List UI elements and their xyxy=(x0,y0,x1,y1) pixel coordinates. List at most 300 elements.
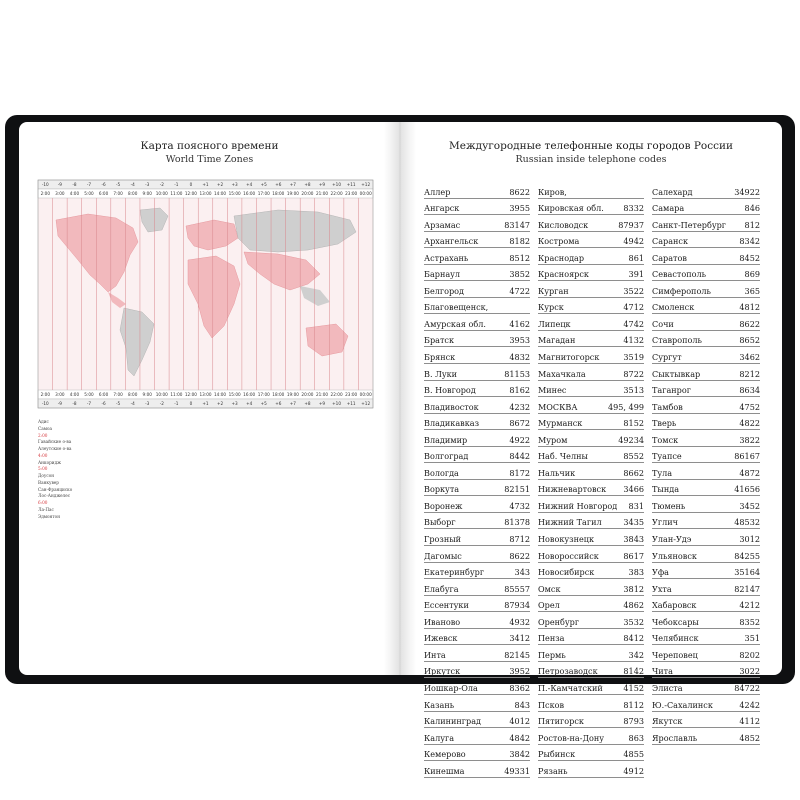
phone-code: 8652 xyxy=(739,335,760,346)
city-name: Дагомыс xyxy=(424,550,462,561)
phone-code: 87937 xyxy=(618,219,644,230)
phone-code: 4712 xyxy=(623,302,644,313)
phone-code-row xyxy=(652,579,760,596)
phone-code: 4152 xyxy=(623,682,644,693)
zone-time-label: 16:00 xyxy=(243,392,256,398)
zone-offset-label: +2 xyxy=(216,182,224,188)
zone-offset-label: +1 xyxy=(202,182,209,188)
zone-time-label: 13:00 xyxy=(199,191,212,197)
phone-code-row xyxy=(652,596,760,613)
city-name: Кемерово xyxy=(424,749,466,760)
phone-code: 391 xyxy=(628,269,644,280)
phone-code-row xyxy=(424,496,530,513)
phone-code-row xyxy=(424,678,530,695)
city-name: МОСКВА xyxy=(538,401,578,412)
city-name: Елабуга xyxy=(424,583,459,594)
phone-code: 8342 xyxy=(739,236,760,247)
phone-code: 8512 xyxy=(509,252,530,263)
city-name: Ростов-на-Дону xyxy=(538,732,605,743)
city-name: Красноярск xyxy=(538,269,589,280)
phone-code: 8672 xyxy=(509,418,530,429)
phone-code-row xyxy=(652,314,760,331)
phone-code: 41656 xyxy=(734,484,760,495)
phone-code: 4912 xyxy=(623,765,644,776)
phone-code-row xyxy=(652,447,760,464)
city-name: Омск xyxy=(538,583,561,594)
city-name: Инта xyxy=(424,649,446,660)
zone-offset-label: +6 xyxy=(275,182,282,188)
phone-code: 81153 xyxy=(504,368,530,379)
city-name: Орел xyxy=(538,600,560,611)
phone-code: 84722 xyxy=(734,682,760,693)
phone-code-row xyxy=(538,480,644,497)
zone-offset-label: +11 xyxy=(346,182,356,188)
right-page xyxy=(400,122,782,776)
city-name: Минес xyxy=(538,385,567,396)
city-name: Липецк xyxy=(538,318,571,329)
city-name: Якутск xyxy=(652,716,683,727)
city-name: Воронеж xyxy=(424,500,463,511)
zone-time-label: 11:00 xyxy=(170,191,183,197)
city-name: Муром xyxy=(538,434,568,445)
phone-code: 4822 xyxy=(739,418,760,429)
phone-code: 8442 xyxy=(509,451,530,462)
city-name: Сургут xyxy=(652,352,682,363)
city-name: Белгород xyxy=(424,285,465,296)
phone-code-row xyxy=(424,629,530,646)
phone-code-row xyxy=(652,662,760,679)
phone-code-row xyxy=(538,695,644,712)
zone-offset-label: +9 xyxy=(318,401,326,407)
zone-offset-label: -4 xyxy=(130,182,135,188)
city-name: Рыбинск xyxy=(538,749,576,760)
phone-code-row xyxy=(652,496,760,513)
zone-offset-label: +12 xyxy=(361,401,371,407)
city-name: Махачкала xyxy=(538,368,586,379)
phone-code: 8622 xyxy=(509,186,530,197)
phone-code: 49234 xyxy=(618,434,644,445)
phone-code-row xyxy=(538,215,644,232)
phone-code: 4732 xyxy=(509,500,530,511)
phone-code-column-1 xyxy=(424,182,530,778)
zone-time-label: 15:00 xyxy=(228,191,241,197)
phone-code: 8202 xyxy=(739,649,760,660)
city-name: Тында xyxy=(652,484,680,495)
city-name: Хабаровск xyxy=(652,600,697,611)
city-name: Оренбург xyxy=(538,616,580,627)
city-name: Нальчик xyxy=(538,467,576,478)
city-name: Улан-Удэ xyxy=(652,534,692,545)
phone-code: 8142 xyxy=(623,666,644,677)
phone-code: 8634 xyxy=(739,385,760,396)
phone-codes-title-ru: Междугородные телефонные коды городов России xyxy=(449,140,733,152)
phone-code-row xyxy=(424,579,530,596)
zone-time-label: 5:00 xyxy=(84,392,94,398)
zone-time-label: 19:00 xyxy=(286,191,299,197)
phone-code-row xyxy=(424,414,530,431)
city-name: Тюмень xyxy=(652,500,686,511)
zone-time-label: 8:00 xyxy=(127,392,138,398)
zone-time-label: 11:00 xyxy=(170,392,183,398)
city-entry: Эдмонтон xyxy=(38,513,60,519)
phone-code-row xyxy=(538,347,644,364)
zone-offset-label: -7 xyxy=(86,182,92,188)
phone-code: 8622 xyxy=(509,550,530,561)
phone-code-row xyxy=(538,314,644,331)
phone-code: 8362 xyxy=(509,682,530,693)
phone-code: 83147 xyxy=(504,219,530,230)
zone-offset-label: +12 xyxy=(361,182,371,188)
phone-code: 342 xyxy=(628,649,644,660)
phone-code: 8722 xyxy=(623,368,644,379)
phone-code: 8162 xyxy=(509,385,530,396)
phone-code-row xyxy=(538,281,644,298)
city-name: Киров, xyxy=(538,186,567,197)
city-name: Ессентуки xyxy=(424,600,469,611)
city-entry: Ла-Пас xyxy=(38,506,54,512)
phone-code-row xyxy=(652,712,760,729)
city-name: Ярославль xyxy=(652,732,698,743)
phone-code: 8712 xyxy=(509,534,530,545)
phone-code: 4922 xyxy=(509,434,530,445)
zone-time-label: 20:00 xyxy=(301,191,314,197)
phone-code: 4752 xyxy=(739,401,760,412)
zone-time-label: 13:00 xyxy=(199,392,212,398)
phone-code-row xyxy=(538,182,644,199)
zone-time-label: 19:00 xyxy=(286,392,299,398)
phone-code: 3452 xyxy=(739,500,760,511)
zone-offset-label: -5 xyxy=(116,182,121,188)
city-entry: 5:00 xyxy=(38,466,48,472)
phone-code-row xyxy=(652,199,760,216)
city-name: Владикавказ xyxy=(424,418,480,429)
zone-offset-label: -6 xyxy=(101,182,106,188)
city-entry: 2:00 xyxy=(38,432,48,438)
city-name: В. Новгород xyxy=(424,385,476,396)
city-name: Кострома xyxy=(538,236,580,247)
phone-code-column-3 xyxy=(652,182,760,745)
city-name: Мурманск xyxy=(538,418,583,429)
phone-code-row xyxy=(424,745,530,762)
phone-code-row xyxy=(424,331,530,348)
zone-offset-label: -3 xyxy=(145,401,150,407)
zone-time-label: 21:00 xyxy=(315,392,329,398)
phone-code-row xyxy=(652,695,760,712)
zone-offset-label: -5 xyxy=(116,401,121,407)
phone-code: 4862 xyxy=(623,600,644,611)
zone-time-label: 2:00 xyxy=(40,191,50,197)
city-name: Владивосток xyxy=(424,401,479,412)
phone-code: 8622 xyxy=(739,318,760,329)
phone-code-row xyxy=(538,199,644,216)
city-name: Челябинск xyxy=(652,633,699,644)
zone-time-label: 4:00 xyxy=(69,191,80,197)
phone-code: 3843 xyxy=(623,534,644,545)
city-name: Воркута xyxy=(424,484,460,495)
city-name: П.-Камчатский xyxy=(538,682,603,693)
phone-code: 4855 xyxy=(623,749,644,760)
city-name: Смоленск xyxy=(652,302,695,313)
city-name: Нижневартовск xyxy=(538,484,607,495)
city-name: Наб. Челны xyxy=(538,451,588,462)
city-name: В. Луки xyxy=(424,368,458,379)
phone-code: 3842 xyxy=(509,749,530,760)
phone-code-row xyxy=(538,513,644,530)
city-entry: Гавайские о-ва xyxy=(38,439,72,445)
zone-offset-label: +8 xyxy=(304,182,311,188)
city-entry: Сан-Франциско xyxy=(38,486,73,492)
phone-code: 82147 xyxy=(734,583,760,594)
phone-code-row xyxy=(424,695,530,712)
city-name: Тула xyxy=(652,467,673,478)
phone-code: 3822 xyxy=(739,434,760,445)
city-name: Новосибирск xyxy=(538,567,595,578)
zone-time-label: 23:00 xyxy=(345,392,358,398)
phone-code-row xyxy=(652,480,760,497)
phone-code: 3012 xyxy=(739,534,760,545)
phone-code-row xyxy=(538,381,644,398)
zone-time-label: 17:00 xyxy=(257,191,270,197)
phone-code-row xyxy=(652,645,760,662)
city-name: Магадан xyxy=(538,335,576,346)
city-name: Курск xyxy=(538,302,564,313)
top-time-strip xyxy=(41,191,373,196)
zone-time-label: 3:00 xyxy=(55,191,65,197)
zone-offset-label: +5 xyxy=(260,182,267,188)
zone-offset-label: +3 xyxy=(231,401,238,407)
zone-offset-label: +2 xyxy=(216,401,224,407)
zone-offset-label: -2 xyxy=(159,182,164,188)
phone-code-row xyxy=(538,579,644,596)
zone-offset-label: -9 xyxy=(57,182,62,188)
city-name: Пятигорск xyxy=(538,716,584,727)
zone-time-label: 9:00 xyxy=(142,191,152,197)
phone-code: 3812 xyxy=(623,583,644,594)
zone-offset-label: +11 xyxy=(346,401,356,407)
zone-time-label: 6:00 xyxy=(98,191,109,197)
world-time-zone-map xyxy=(38,180,373,408)
phone-code: 8112 xyxy=(623,699,644,710)
zone-offset-label: -1 xyxy=(174,401,179,407)
phone-code-row xyxy=(424,232,530,249)
phone-code-row xyxy=(652,232,760,249)
phone-code: 495, 499 xyxy=(607,401,644,412)
phone-code: 82145 xyxy=(504,649,530,660)
zone-time-label: 3:00 xyxy=(55,392,65,398)
city-name: Ставрополь xyxy=(652,335,702,346)
zone-time-label: 12:00 xyxy=(184,191,197,197)
phone-code-row xyxy=(538,463,644,480)
city-name: Екатеринбург xyxy=(424,567,485,578)
city-name: Иркутск xyxy=(424,666,461,677)
phone-code: 4162 xyxy=(509,318,530,329)
city-name: Туапсе xyxy=(652,451,682,462)
phone-code: 48532 xyxy=(734,517,760,528)
phone-code-row xyxy=(652,347,760,364)
world-time-title-ru: Карта поясного времени xyxy=(140,140,279,152)
city-name: Ульяновск xyxy=(652,550,697,561)
phone-code-row xyxy=(538,629,644,646)
phone-code: 3513 xyxy=(623,385,644,396)
phone-code-row xyxy=(538,596,644,613)
phone-code-row xyxy=(424,182,530,199)
phone-code-row xyxy=(424,728,530,745)
phone-code-row xyxy=(424,563,530,580)
phone-code-row xyxy=(538,662,644,679)
phone-code-row xyxy=(538,397,644,414)
zone-offset-label: +7 xyxy=(289,401,296,407)
phone-code: 3462 xyxy=(739,352,760,363)
city-name: Вологда xyxy=(424,467,459,478)
left-page xyxy=(19,122,400,675)
city-name: Уфа xyxy=(652,567,670,578)
phone-code-row xyxy=(424,298,530,315)
phone-code-row xyxy=(652,629,760,646)
city-name: Краснодар xyxy=(538,252,585,263)
phone-code-row xyxy=(424,215,530,232)
city-name: Калуга xyxy=(424,732,455,743)
city-name: Грозный xyxy=(424,534,462,545)
zone-time-label: 7:00 xyxy=(113,191,123,197)
phone-code-row xyxy=(538,430,644,447)
zone-offset-label: -8 xyxy=(72,182,77,188)
zone-offset-label: -6 xyxy=(101,401,106,407)
zone-time-label: 00:00 xyxy=(359,392,372,398)
phone-code: 81378 xyxy=(504,517,530,528)
zone-offset-label: +9 xyxy=(318,182,326,188)
phone-code: 87934 xyxy=(504,600,530,611)
phone-code: 8617 xyxy=(623,550,644,561)
zone-offset-label: +5 xyxy=(260,401,267,407)
zone-offset-label: -3 xyxy=(145,182,150,188)
city-entry: Адис xyxy=(38,419,49,424)
phone-code: 4012 xyxy=(509,716,530,727)
city-name: Кисловодск xyxy=(538,219,589,230)
phone-code-row xyxy=(424,381,530,398)
city-name: Чебоксары xyxy=(652,616,699,627)
phone-code: 365 xyxy=(744,285,760,296)
phone-code-row xyxy=(538,331,644,348)
city-name: Владимир xyxy=(424,434,468,445)
phone-code: 383 xyxy=(628,567,644,578)
city-name: Курган xyxy=(538,285,569,296)
city-name: Казань xyxy=(424,699,455,710)
zone-offset-label: 0 xyxy=(189,182,193,188)
zone-offset-label: +6 xyxy=(275,401,282,407)
city-name: Новороссийск xyxy=(538,550,599,561)
phone-code: 8332 xyxy=(623,203,644,214)
zone-offset-label: +10 xyxy=(332,182,342,188)
city-name: Саранск xyxy=(652,236,689,247)
phone-code-row xyxy=(652,463,760,480)
phone-code-row xyxy=(652,182,760,199)
city-column-1 xyxy=(38,419,94,520)
zone-offset-label: 0 xyxy=(189,401,193,407)
phone-code-row xyxy=(538,414,644,431)
city-name: Рязань xyxy=(538,765,568,776)
phone-code: 8152 xyxy=(623,418,644,429)
city-name: Тверь xyxy=(652,418,677,429)
phone-code-row xyxy=(424,199,530,216)
zone-time-label: 17:00 xyxy=(257,392,270,398)
phone-code-row xyxy=(424,463,530,480)
phone-code: 8662 xyxy=(623,467,644,478)
city-name: Санкт-Петербург xyxy=(652,219,727,230)
phone-code-row xyxy=(652,563,760,580)
zone-offset-label: +10 xyxy=(332,401,342,407)
phone-code-row xyxy=(424,347,530,364)
phone-code: 3952 xyxy=(509,666,530,677)
phone-code-row xyxy=(538,546,644,563)
phone-code: 4742 xyxy=(623,318,644,329)
phone-code-row xyxy=(538,248,644,265)
city-name: Волгоград xyxy=(424,451,469,462)
zone-time-label: 6:00 xyxy=(98,392,109,398)
city-name: Сочи xyxy=(652,318,674,329)
zone-offset-label: +4 xyxy=(246,182,253,188)
city-name: Кировская обл. xyxy=(538,203,604,214)
phone-code-row xyxy=(652,529,760,546)
phone-code-row xyxy=(538,745,644,762)
phone-code: 8172 xyxy=(509,467,530,478)
city-name: Нижний Тагил xyxy=(538,517,602,528)
zone-time-label: 21:00 xyxy=(315,191,329,197)
zone-time-label: 12:00 xyxy=(184,392,197,398)
zone-time-label: 20:00 xyxy=(301,392,314,398)
zone-time-label: 5:00 xyxy=(84,191,94,197)
phone-code-row xyxy=(538,712,644,729)
phone-code-row xyxy=(424,281,530,298)
phone-code-row xyxy=(652,397,760,414)
city-name: Элиста xyxy=(652,682,683,693)
phone-code-row xyxy=(538,678,644,695)
phone-code-row xyxy=(538,232,644,249)
city-name: Калининград xyxy=(424,716,482,727)
phone-code-row xyxy=(424,529,530,546)
phone-code: 846 xyxy=(744,203,760,214)
city-entry: Ванкувер xyxy=(38,479,59,485)
city-entry: 6:00 xyxy=(38,500,48,505)
city-name: Барнаул xyxy=(424,269,461,280)
phone-code-column-2 xyxy=(538,182,644,778)
phone-code: 8212 xyxy=(739,368,760,379)
phone-code: 8793 xyxy=(623,716,644,727)
city-name: Братск xyxy=(424,335,455,346)
city-name: Ангарск xyxy=(424,203,460,214)
phone-code: 3953 xyxy=(509,335,530,346)
zone-time-label: 22:00 xyxy=(330,392,343,398)
phone-code-row xyxy=(424,314,530,331)
phone-code-row xyxy=(424,397,530,414)
city-name: Саратов xyxy=(652,252,687,263)
city-name: Ухта xyxy=(652,583,672,594)
city-name: Астрахань xyxy=(424,252,469,263)
city-name: Череповец xyxy=(652,649,698,660)
phone-code-row xyxy=(538,529,644,546)
zone-time-label: 23:00 xyxy=(345,191,358,197)
city-entry: 4:00 xyxy=(38,452,48,458)
city-name: Выборг xyxy=(424,517,456,528)
bottom-time-strip xyxy=(41,392,373,397)
phone-code-row xyxy=(538,761,644,778)
zone-time-label: 18:00 xyxy=(272,191,285,197)
zone-offset-label: -9 xyxy=(57,401,62,407)
phone-code-row xyxy=(652,728,760,745)
phone-code: 34922 xyxy=(734,186,760,197)
phone-code-row xyxy=(424,546,530,563)
zone-time-label: 00:00 xyxy=(359,191,372,197)
city-entry: Лос-Анджелес xyxy=(38,493,71,499)
